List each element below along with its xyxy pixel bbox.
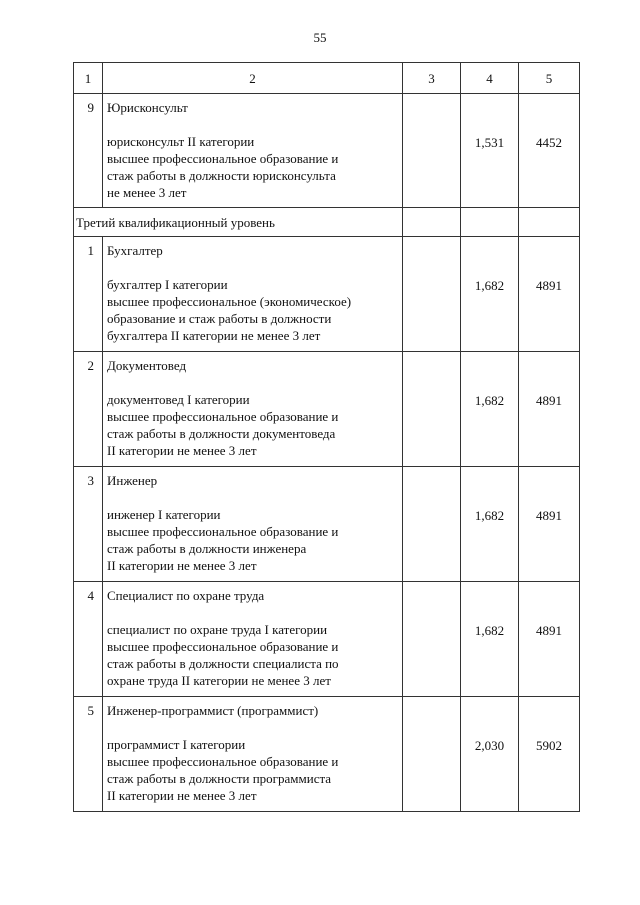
position-description	[103, 582, 403, 697]
position-requirement-line: II категории не менее 3 лет	[107, 788, 257, 803]
row-number: 1	[74, 237, 103, 352]
position-description	[103, 352, 403, 467]
position-requirement-line: специалист по охране труда I категории	[107, 622, 328, 637]
column-3-cell	[403, 467, 461, 582]
position-title: Документовед	[107, 358, 187, 373]
table-row	[74, 94, 580, 208]
salary-cell: 4891	[519, 237, 580, 352]
column-3-cell	[403, 237, 461, 352]
coefficient-cell: 1,682	[461, 582, 519, 697]
position-requirement-line: инженер I категории	[107, 507, 221, 522]
coefficient-cell: 1,682	[461, 237, 519, 352]
column-3-cell	[403, 352, 461, 467]
column-3-cell	[403, 582, 461, 697]
position-requirement-line: высшее профессиональное (экономическое)	[107, 294, 352, 309]
position-description	[103, 94, 403, 208]
salary-cell: 4891	[519, 582, 580, 697]
salary-cell: 5902	[519, 697, 580, 812]
table-header-row	[74, 63, 580, 94]
position-description	[103, 467, 403, 582]
table-row	[74, 582, 580, 697]
position-requirement-line: высшее профессиональное образование и	[107, 639, 339, 654]
position-requirement-line: стаж работы в должности специалиста по	[107, 656, 339, 671]
position-description	[103, 237, 403, 352]
table-row	[74, 467, 580, 582]
salary-cell: 4891	[519, 467, 580, 582]
coefficient-cell: 2,030	[461, 697, 519, 812]
qualification-table	[73, 62, 580, 812]
header-cell-2: 2	[103, 63, 403, 94]
qualification-level-label: Третий квалификационный уровень	[74, 208, 403, 237]
position-requirement-line: программист I категории	[107, 737, 246, 752]
row-number: 3	[74, 467, 103, 582]
header-cell-3: 3	[403, 63, 461, 94]
position-requirement-line: охране труда II категории не менее 3 лет	[107, 673, 331, 688]
page-number: 55	[313, 30, 327, 45]
level-empty-cell	[461, 208, 519, 237]
position-requirement-line: бухгалтер I категории	[107, 277, 228, 292]
position-requirement-line: не менее 3 лет	[107, 185, 187, 200]
row-number: 5	[74, 697, 103, 812]
position-title: Бухгалтер	[107, 243, 163, 258]
position-requirement-line: высшее профессиональное образование и	[107, 409, 339, 424]
header-cell-5: 5	[519, 63, 580, 94]
position-requirement-line: стаж работы в должности документоведа	[107, 426, 336, 441]
table-row	[74, 237, 580, 352]
table-row	[74, 697, 580, 812]
coefficient-cell: 1,682	[461, 467, 519, 582]
position-requirement-line: высшее профессиональное образование и	[107, 754, 339, 769]
position-requirement-line: бухгалтера II категории не менее 3 лет	[107, 328, 321, 343]
position-requirement-line: стаж работы в должности программиста	[107, 771, 332, 786]
table-row	[74, 352, 580, 467]
coefficient-cell: 1,531	[461, 94, 519, 208]
position-title: Инженер	[107, 473, 158, 488]
salary-cell: 4452	[519, 94, 580, 208]
column-3-cell	[403, 94, 461, 208]
position-title: Юрисконсульт	[107, 100, 188, 115]
header-cell-4: 4	[461, 63, 519, 94]
header-cell-1: 1	[74, 63, 103, 94]
position-requirement-line: II категории не менее 3 лет	[107, 443, 257, 458]
level-empty-cell	[519, 208, 580, 237]
position-title: Специалист по охране труда	[107, 588, 265, 603]
position-title: Инженер-программист (программист)	[107, 703, 319, 718]
qualification-level-row	[74, 208, 580, 237]
position-requirement-line: высшее профессиональное образование и	[107, 151, 339, 166]
level-empty-cell	[403, 208, 461, 237]
row-number: 4	[74, 582, 103, 697]
salary-cell: 4891	[519, 352, 580, 467]
position-requirement-line: стаж работы в должности юрисконсульта	[107, 168, 336, 183]
row-number: 2	[74, 352, 103, 467]
position-description	[103, 697, 403, 812]
position-requirement-line: высшее профессиональное образование и	[107, 524, 339, 539]
position-requirement-line: документовед I категории	[107, 392, 250, 407]
row-number: 9	[74, 94, 103, 208]
position-requirement-line: юрисконсульт II категории	[107, 134, 255, 149]
position-requirement-line: стаж работы в должности инженера	[107, 541, 307, 556]
column-3-cell	[403, 697, 461, 812]
position-requirement-line: образование и стаж работы в должности	[107, 311, 332, 326]
coefficient-cell: 1,682	[461, 352, 519, 467]
position-requirement-line: II категории не менее 3 лет	[107, 558, 257, 573]
